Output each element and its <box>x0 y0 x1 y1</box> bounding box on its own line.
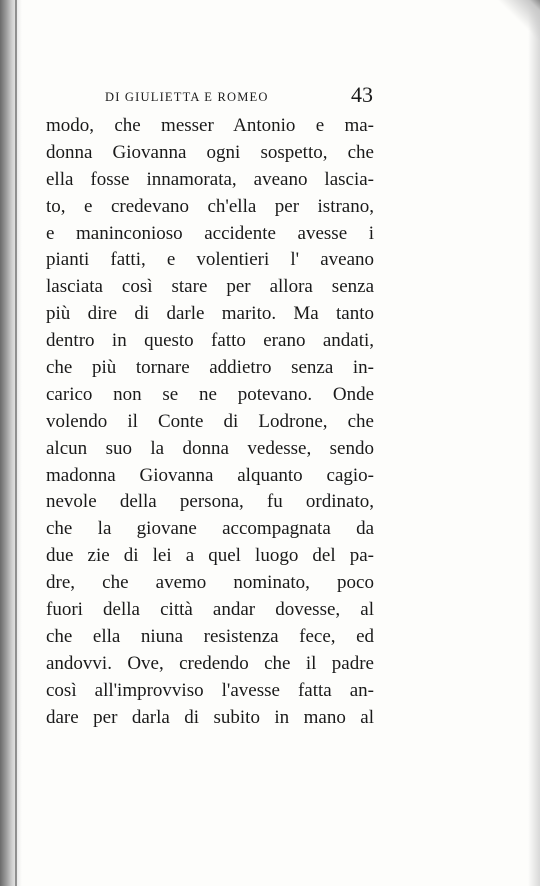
text-line: donna Giovanna ogni sospetto, che <box>46 141 374 163</box>
body-text <box>46 113 374 731</box>
page-corner-fold <box>480 0 540 40</box>
page-binding-shadow <box>0 0 22 886</box>
text-line: che ella niuna resistenza fece, ed <box>46 625 374 647</box>
text-line: pianti fatti, e volentieri l' aveano <box>46 249 374 271</box>
text-line: ella fosse innamorata, aveano lascia- <box>46 168 374 190</box>
text-line: carico non se ne potevano. Onde <box>46 383 374 405</box>
text-line: così all'improvviso l'avesse fatta an- <box>46 679 374 701</box>
text-line: dre, che avemo nominato, poco <box>46 572 374 594</box>
running-title: DI GIULIETTA E ROMEO <box>105 90 269 104</box>
text-line: lasciata così stare per allora senza <box>46 276 374 298</box>
text-line: to, e credevano ch'ella per istrano, <box>46 195 374 217</box>
text-line: più dire di darle marito. Ma tanto <box>46 303 374 325</box>
text-line: dare per darla di subito in mano al <box>46 706 374 728</box>
text-line: madonna Giovanna alquanto cagio- <box>46 464 374 486</box>
page-right-edge <box>528 0 540 886</box>
text-line: che più tornare addietro senza in- <box>46 357 374 379</box>
text-line: modo, che messer Antonio e ma- <box>46 115 374 136</box>
text-line: nevole della persona, fu ordinato, <box>46 491 374 513</box>
text-line: e maninconioso accidente avesse i <box>46 222 374 244</box>
text-line: due zie di lei a quel luogo del pa- <box>46 545 374 567</box>
text-line: alcun suo la donna vedesse, sendo <box>46 437 374 459</box>
text-line: andovvi. Ove, credendo che il padre <box>46 652 374 674</box>
text-line: volendo il Conte di Lodrone, che <box>46 410 374 432</box>
page-header <box>105 84 373 110</box>
text-line: che la giovane accompagnata da <box>46 518 374 540</box>
text-line: dentro in questo fatto erano andati, <box>46 330 374 352</box>
page-number: 43 <box>351 82 373 107</box>
text-line: fuori della città andar dovesse, al <box>46 599 374 621</box>
page-binding-edge <box>15 0 17 886</box>
